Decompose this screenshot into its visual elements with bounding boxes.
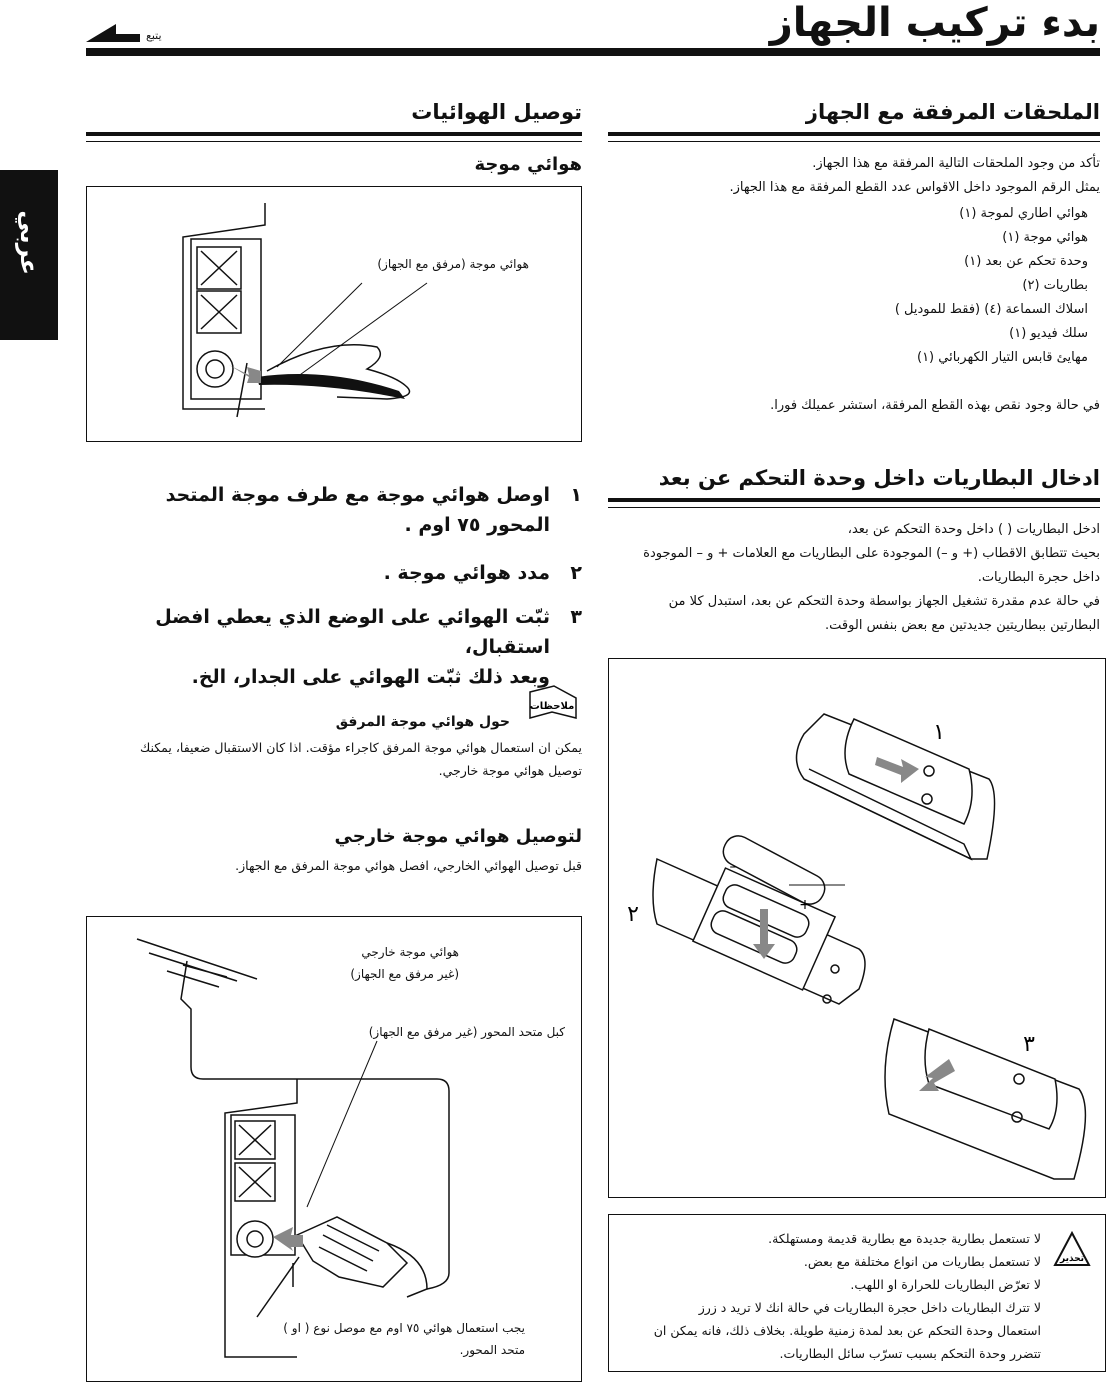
external-antenna-text: قبل توصيل الهوائي الخارجي، افصل هوائي موجة المرفق مع الجهاز. [235,858,582,873]
minus-sign: – [729,859,737,875]
remote-battery-illustration [609,659,1105,1197]
caution-icon [1053,1231,1091,1269]
step-number-3: ٣ [1023,1032,1035,1057]
list-item: بطاريات (٢) [1022,278,1088,293]
accessories-intro: تأكد من وجود الملحقات التالية المرفقة مع هذا الجهاز. يمثل الرقم الموجود داخل الاقواس عدد القطع المرفقة مع هذا الجهاز. [729,156,1100,195]
notes-title: حول هوائي موجة المرفق [335,714,510,730]
accessories-rule [608,132,1100,136]
list-item: مهايئ قابس التيار الكهربائي (١) [916,350,1088,365]
side-tab-label: عربي [15,210,43,275]
list-item: سلك فيديو (١) [1009,326,1088,341]
caution-label: تحذير [1059,1254,1085,1264]
antennas-heading: توصيل الهوائيات [411,100,582,124]
fig2-cable-label: كبل متحد المحور (غير مرفق مع الجهاز) [368,1025,565,1039]
batteries-heading: ادخال البطاريات داخل وحدة التحكم عن بعد [658,466,1100,490]
fig1-label: هوائي موجة (مرفق مع الجهاز) [377,257,529,271]
continued-label: يتبع [146,29,162,42]
notes-icon [524,682,580,722]
fig2-note-1: يجب استعمال هوائي ٧٥ اوم مع موصل نوع ( او ) [283,1321,525,1335]
step-2: ٢ مدد هوائي موجة . [383,562,582,584]
caution-box [608,1214,1106,1372]
fm-antenna-illustration [87,187,581,441]
fig2-label-2: (غير مرفق مع الجهاز) [350,967,459,981]
step-1: ١ اوصل هوائي موجة مع طرف موجة المتحد المحور ٧٥ اوم . [165,484,582,536]
antenna-subheading: هوائي موجة [474,154,582,175]
list-item: اسلاك السماعة (٤) (فقط للموديل ) [894,302,1088,317]
list-item: هوائي موجة (١) [1002,230,1088,245]
remote-step3-drawing [885,1019,1085,1179]
antennas-rule [86,132,582,136]
accessories-missing-note: في حالة وجود نقص بهذه القطع المرفقة، استشر عميلك فورا. [770,398,1100,413]
accessories-heading: الملحقات المرفقة مع الجهاز [805,100,1100,124]
battery-figure [608,658,1106,1198]
header-rule [86,48,1100,56]
notes-label: ملاحظات [529,701,575,712]
plus-sign: + [799,897,811,913]
accessories-list [668,202,1088,370]
side-language-tab [0,170,58,340]
external-antenna-heading: لتوصيل هوائي موجة خارجي [334,826,582,847]
notes-text: يمكن ان استعمال هوائي موجة المرفق كاجراء مؤقت. اذا كان الاستقبال ضعيفا، يمكنك توصيل هوائي موجة خارجي. [139,740,582,778]
step-3: ٣ ثبّت الهوائي على الوضع الذي يعطي افضل استقبال، وبعد ذلك ثبّت الهوائي على الجدار، الخ. [155,606,582,688]
antenna-steps [112,480,582,692]
list-item: وحدة تحكم عن بعد (١) [964,254,1088,269]
fig2-label-1: هوائي موجة خارجي [361,945,459,959]
remote-step1-drawing [797,714,995,859]
batteries-body: ادخل البطاريات ( ) داخل وحدة التحكم عن بعد، بحيث تتطابق الاقطاب (+ و –) الموجودة على البطاريات مع العلامات + و – الموجودة داخل حجرة البطاريات. في حالة عدم مقدرة تشغيل الجهاز بواسطة وحدة التحكم عن بعد، استبدل كلا من البطارتين ببطاريتين جديدتين مع بعض بنفس الوقت. [643,522,1100,633]
external-antenna-figure [86,916,582,1382]
step-number-2: ٢ [627,902,639,927]
step-number-1: ١ [933,720,945,745]
continue-arrow-icon [86,22,140,44]
external-antenna-illustration [87,917,581,1381]
fig2-note-2: متحد المحور. [459,1343,525,1357]
list-item: هوائي اطاري لموجة (١) [959,206,1088,221]
batteries-rule [608,498,1100,502]
fm-antenna-figure [86,186,582,442]
page-title: بدء تركيب الجهاز [769,0,1100,46]
caution-text: لا تستعمل بطارية جديدة مع بطارية قديمة ومستهلكة. لا تستعمل بطاريات من انواع مختلفة مع بعض. لا تعرّض البطاريات للحرارة او اللهب. لا تترك البطاريات داخل حجرة البطاريات في حالة انك لا تريد د زرز استعمال وحدة التحكم عن بعد لمدة زمنية طويلة. بخلاف ذلك، فانه يمكن ان تتضرر وحدة التحكم بسبب تسرّب سائل البطاريات. [653,1231,1041,1361]
remote-step2-drawing [653,859,865,1004]
